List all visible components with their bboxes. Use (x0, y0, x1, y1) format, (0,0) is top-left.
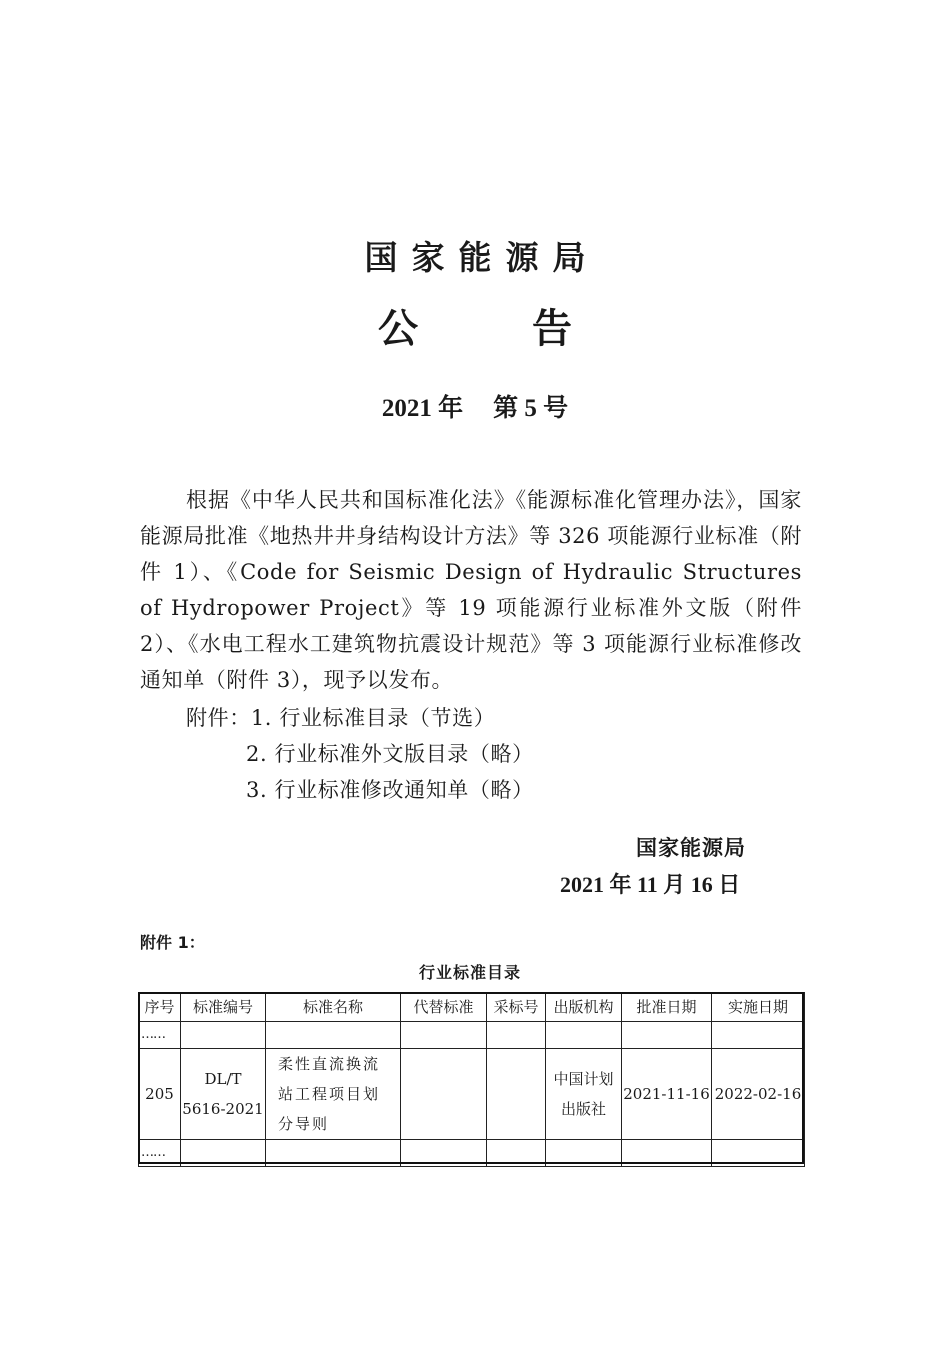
publisher (546, 1049, 622, 1140)
attachments-list (186, 700, 534, 808)
attachment-text: 1. 行业标准目录（节选） (250, 706, 496, 730)
standard-code (181, 1049, 266, 1140)
attachment-text: 3. 行业标准修改通知单（略） (246, 778, 534, 802)
header-cell: 序号 (139, 993, 181, 1022)
replaced-standard (401, 1049, 487, 1140)
standard-name-line: 站工程项目划 (278, 1085, 381, 1103)
annex-label: 附件 1： (140, 933, 205, 952)
standard-code-line: 5616-2021 (182, 1100, 264, 1118)
notice-year: 2021 年 (381, 395, 464, 422)
attachment-text: 2. 行业标准外文版目录（略） (246, 742, 534, 766)
approval-date: 2021-11-16 (622, 1049, 712, 1140)
table-row-ellipsis (139, 1140, 805, 1167)
standard-name-line: 柔性直流换流 (278, 1055, 381, 1073)
table-row-ellipsis (139, 1022, 805, 1049)
adopted-standard (487, 1049, 546, 1140)
notice-paragraph: 根据《中华人民共和国标准化法》《能源标准化管理办法》，国家能源局批准《地热井井身结构设计方法》等 326 项能源行业标准（附件 1）、《Code for Seismic Design of Hydraulic Structures of Hydropower Project》等 19 项能源行业标准外文版（附件 2）、《水电工程水工建筑物抗震设计规范》等 3 项能源行业标准修改通知单（附件 3），现予以发布。 (140, 488, 802, 692)
attachment-item-2 (186, 736, 534, 772)
signature-date: 2021 年 11 月 16 日 (560, 872, 741, 897)
effective-date: 2022-02-16 (712, 1049, 805, 1140)
attachments-label: 附件： (186, 706, 251, 730)
attachment-item-1 (186, 700, 534, 736)
signature-agency: 国家能源局 (636, 836, 746, 860)
header-cell: 标准编号 (181, 993, 266, 1022)
header-cell: 采标号 (487, 993, 546, 1022)
standard-name (266, 1049, 401, 1140)
notice-title: 公 告 (378, 306, 622, 352)
publisher-line: 中国计划 (553, 1070, 614, 1088)
row-number: 205 (139, 1049, 181, 1140)
header-cell: 实施日期 (712, 993, 805, 1022)
standard-name-line: 分导则 (278, 1115, 330, 1133)
publisher-line: 出版社 (560, 1100, 606, 1118)
ellipsis-cell: …… (139, 1140, 181, 1167)
header-cell: 代替标准 (401, 993, 487, 1022)
agency-title: 国家能源局 (364, 238, 600, 277)
table-row (139, 1049, 805, 1140)
ellipsis-cell: …… (139, 1022, 181, 1049)
standards-table (138, 992, 805, 1167)
notice-number (0, 388, 950, 424)
standard-code-line: DL/T (204, 1070, 242, 1088)
header-cell: 批准日期 (622, 993, 712, 1022)
header-cell: 出版机构 (546, 993, 622, 1022)
table-title: 行业标准目录 (418, 963, 521, 982)
attachment-item-3 (186, 772, 534, 808)
table-header-row (139, 993, 805, 1022)
notice-serial: 第 5 号 (493, 395, 569, 422)
header-cell: 标准名称 (266, 993, 401, 1022)
